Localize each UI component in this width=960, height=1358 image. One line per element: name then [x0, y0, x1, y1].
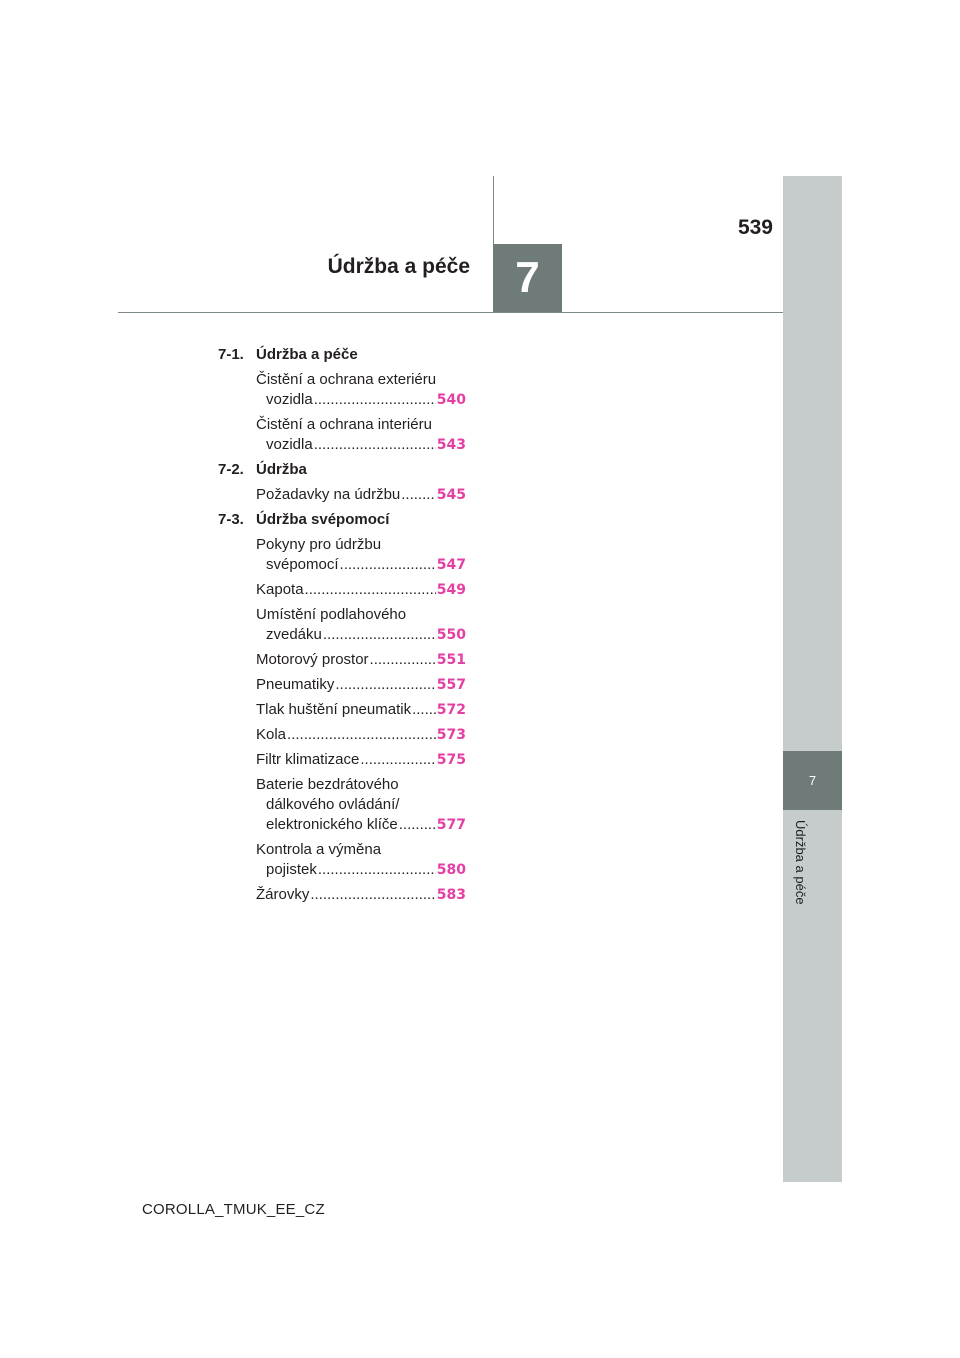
section-heading — [218, 510, 466, 530]
toc-entry[interactable] — [256, 580, 466, 600]
dot-leader — [287, 725, 436, 745]
dot-leader — [314, 390, 436, 410]
toc-entry-text: Baterie bezdrátového — [256, 776, 399, 793]
dot-leader — [310, 885, 435, 905]
toc-entry[interactable] — [256, 485, 466, 505]
toc-entry[interactable] — [256, 415, 466, 455]
dot-leader — [370, 650, 436, 670]
dot-leader — [401, 485, 436, 505]
page-link[interactable]: 551 — [436, 652, 466, 668]
toc-entry[interactable] — [256, 840, 466, 880]
page-link[interactable]: 573 — [436, 727, 466, 743]
toc-entry-text: Motorový prostor — [256, 651, 369, 668]
section-heading — [218, 460, 466, 480]
page-link[interactable]: 575 — [436, 752, 466, 768]
toc-entry-text: Požadavky na údržbu — [256, 486, 401, 503]
page-link[interactable]: 577 — [436, 817, 466, 833]
toc-entry-text: Pokyny pro údržbu — [256, 536, 382, 553]
toc-entry-text: Filtr klimatizace — [256, 751, 360, 768]
toc-entry[interactable] — [256, 750, 466, 770]
dot-leader — [412, 700, 436, 720]
dot-leader — [360, 750, 435, 770]
page-link[interactable]: 572 — [436, 702, 466, 718]
section-title: Údržba svépomocí — [256, 511, 390, 528]
side-tab-label: Údržba a péče — [793, 820, 808, 905]
toc-entry-text: Pneumatiky — [256, 676, 335, 693]
toc-entry[interactable] — [256, 700, 466, 720]
toc-entry-text: zvedáku — [266, 626, 322, 643]
page-link[interactable]: 580 — [436, 862, 466, 878]
toc-entry-text: Kola — [256, 726, 287, 743]
toc-entry-text: elektronického klíče — [266, 816, 398, 833]
toc-entry[interactable] — [256, 605, 466, 645]
table-of-contents — [218, 345, 466, 910]
toc-entry-text: Kontrola a výměna — [256, 841, 382, 858]
page-link[interactable]: 549 — [436, 582, 466, 598]
section-number: 7-3. — [218, 511, 244, 528]
toc-entry-text: Umístění podlahového — [256, 606, 407, 623]
dot-leader — [323, 625, 436, 645]
toc-entry-text: svépomocí — [266, 556, 339, 573]
footer-code: COROLLA_TMUK_EE_CZ — [142, 1201, 325, 1218]
toc-entry-text: pojistek — [266, 861, 317, 878]
header-vertical-rule — [493, 176, 494, 244]
toc-entry[interactable] — [256, 725, 466, 745]
toc-entry-text: Tlak huštění pneumatik — [256, 701, 412, 718]
page-number: 539 — [737, 216, 773, 239]
header-horizontal-rule — [118, 312, 783, 313]
toc-entry-text: dálkového ovládání/ — [266, 796, 400, 813]
section-title: Údržba — [256, 461, 307, 478]
page-link[interactable]: 543 — [436, 437, 466, 453]
section-number: 7-2. — [218, 461, 244, 478]
toc-entry-text: vozidla — [266, 436, 313, 453]
side-tab-number: 7 — [783, 751, 842, 810]
dot-leader — [318, 860, 436, 880]
dot-leader — [305, 580, 436, 600]
page-link[interactable]: 583 — [436, 887, 466, 903]
section-number: 7-1. — [218, 346, 244, 363]
toc-entry-text: vozidla — [266, 391, 313, 408]
dot-leader — [335, 675, 435, 695]
toc-entry[interactable] — [256, 675, 466, 695]
page-link[interactable]: 545 — [436, 487, 466, 503]
page-link[interactable]: 557 — [436, 677, 466, 693]
toc-entry[interactable] — [256, 885, 466, 905]
chapter-title: Údržba a péče — [327, 255, 470, 278]
dot-leader — [340, 555, 436, 575]
chapter-number: 7 — [493, 244, 562, 312]
dot-leader — [399, 815, 436, 835]
toc-entry[interactable] — [256, 775, 466, 835]
toc-entry[interactable] — [256, 650, 466, 670]
toc-entry[interactable] — [256, 370, 466, 410]
dot-leader — [314, 435, 436, 455]
page-link[interactable]: 540 — [436, 392, 466, 408]
toc-entry[interactable] — [256, 535, 466, 575]
section-heading — [218, 345, 466, 365]
page-link[interactable]: 547 — [436, 557, 466, 573]
section-title: Údržba a péče — [256, 346, 358, 363]
toc-entry-text: Žárovky — [256, 886, 310, 903]
toc-entry-text: Čistění a ochrana interiéru — [256, 416, 432, 433]
page-link[interactable]: 550 — [436, 627, 466, 643]
toc-entry-text: Čistění a ochrana exteriéru — [256, 371, 437, 388]
side-tab — [783, 176, 842, 1182]
toc-entry-text: Kapota — [256, 581, 304, 598]
